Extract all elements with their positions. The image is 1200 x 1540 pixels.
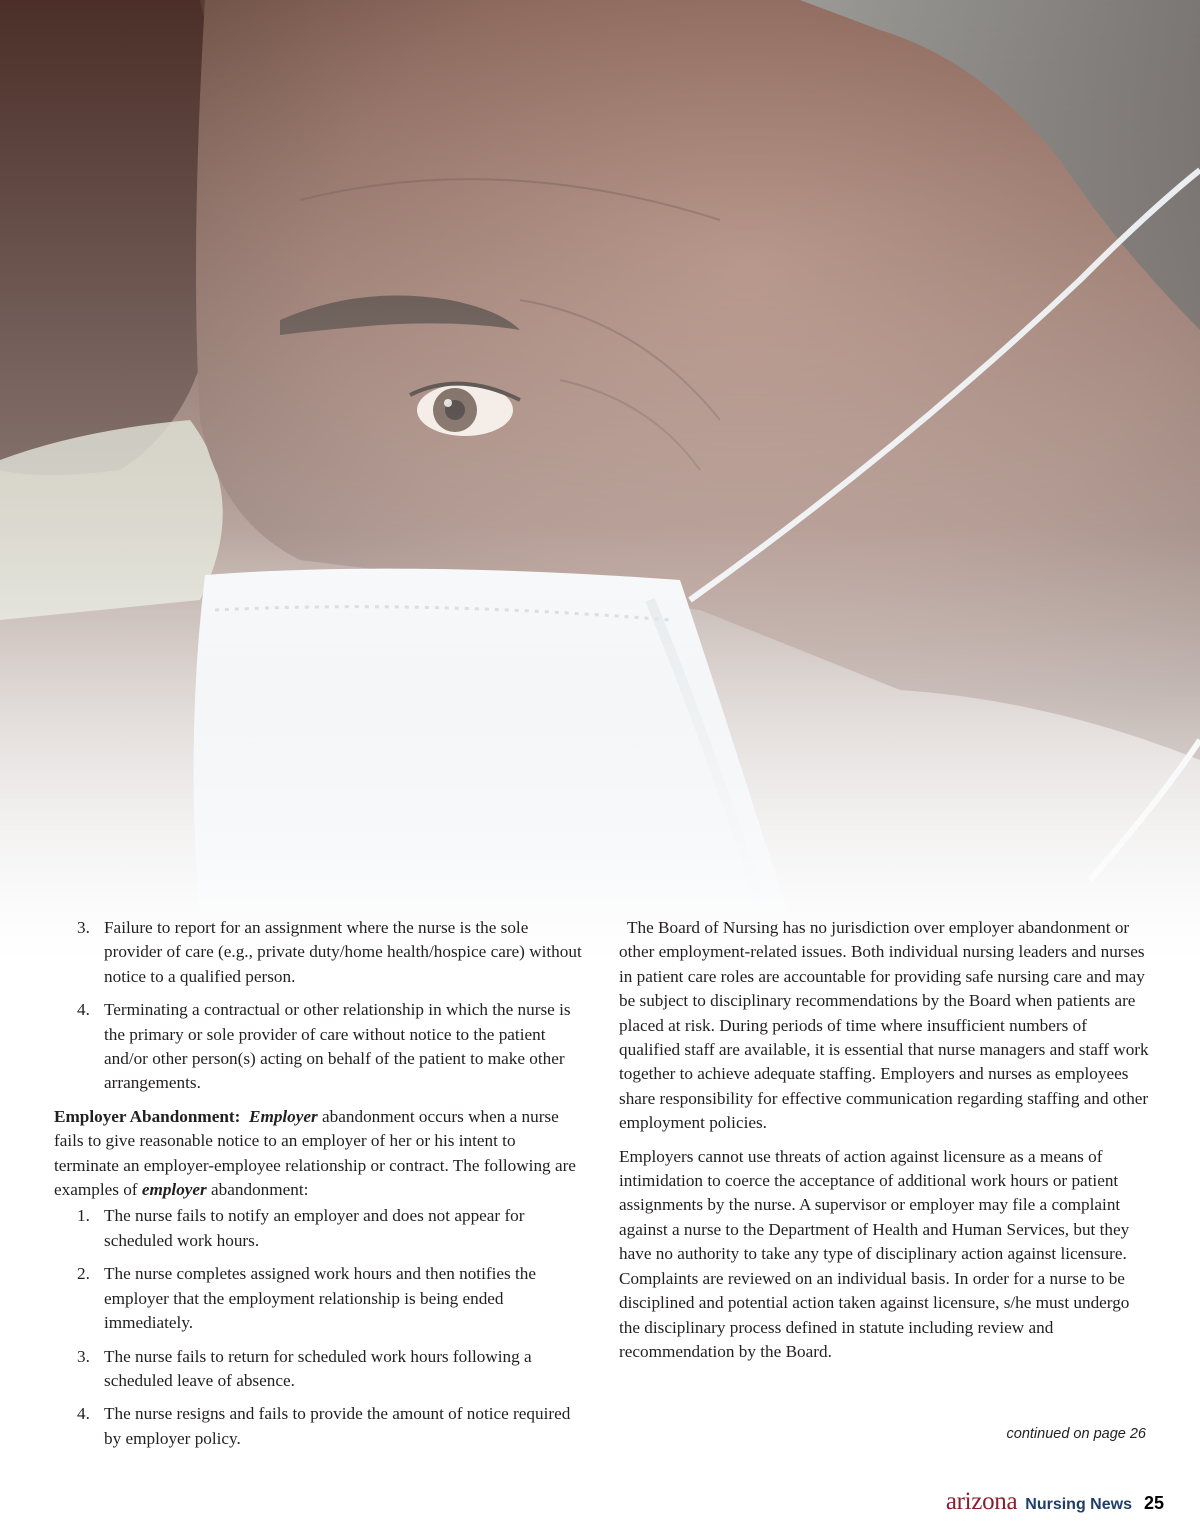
list-item — [54, 998, 582, 1096]
list-item-text: The nurse completes assigned work hours and then notifies the employer that the employment relationship is being ended immediately. — [104, 1264, 536, 1333]
list-number: 3. — [77, 918, 90, 937]
list-number: 3. — [77, 1346, 90, 1366]
list-number: 1. — [77, 1206, 90, 1226]
emphasis-employer: employer — [141, 1180, 207, 1200]
brand-logo-text: arizona — [945, 1488, 1018, 1515]
list-item — [54, 1204, 582, 1253]
list-item — [54, 1345, 582, 1394]
list-item-text: Failure to report for an assignment where the nurse is the sole provider of care (e.g., private duty/home health/hospice care) without notice to a qualified person. — [104, 918, 582, 986]
list-item-text: The nurse fails to notify an employer and does not appear for scheduled work hours. — [104, 1206, 525, 1250]
publication-name: Nursing News — [1025, 1496, 1132, 1513]
right-column — [619, 916, 1150, 1373]
list-item — [54, 916, 582, 989]
employer-abandonment-paragraph — [54, 1105, 582, 1203]
list-item — [54, 1402, 582, 1451]
licensure-threats-paragraph: Employers cannot use threats of action against licensure as a means of intimidation to coerce the acceptance of additional work hours or patient assignments by the nurse. A supervisor or employer may file a complaint against a nurse to the Department of Health and Human Services, but they have no authority to take any type of disciplinary action against licensure. Complaints are reviewed on an individual basis. In order for a nurse to be disciplined and potential action taken against licensure, s/he must undergo the disciplinary process defined in statute including review and recommendation by the Board. — [619, 1146, 1130, 1361]
list-item-text: The nurse resigns and fails to provide the amount of notice required by employer policy. — [104, 1404, 571, 1448]
list-number: 4. — [77, 1404, 90, 1424]
patient-abandonment-list — [54, 916, 582, 1096]
paragraph-text: abandonment: — [206, 1180, 309, 1200]
board-jurisdiction-paragraph: The Board of Nursing has no jurisdiction over employer abandonment or other employment-related issues. Both individual nursing leaders and nurses in patient care roles are accountable for providing safe nursing care and may be subject to disciplinary recommendations by the Board when patients are placed at risk. During periods of time where insufficient numbers of qualified staff are available, it is essential that nurse managers and staff work together to achieve adequate staffing. Employers and nurses as employees share responsibility for effective communication regarding staffing and other employment policies. — [619, 918, 1149, 1133]
list-item-text: Terminating a contractual or other relationship in which the nurse is the primary or sole provider of care without notice to the patient and/or other person(s) acting on behalf of the patient to make other arrangements. — [104, 1000, 571, 1093]
page-footer — [946, 1488, 1164, 1516]
section-heading: Employer Abandonment: — [54, 1106, 241, 1126]
emphasis-employer: Employer — [248, 1106, 318, 1126]
list-item-text: The nurse fails to return for scheduled work hours following a scheduled leave of absence. — [104, 1346, 532, 1390]
page-number: 25 — [1143, 1493, 1164, 1513]
list-number: 4. — [77, 1000, 90, 1020]
paragraph-text: abandonment occurs when a nurse fails to give reasonable notice to an employer of her or his intent to terminate an employer-employee relationship or contract. The following are examples of — [54, 1106, 576, 1200]
continued-note: continued on page 26 — [1006, 1426, 1146, 1442]
list-item — [54, 1262, 582, 1335]
employer-abandonment-list — [54, 1204, 582, 1451]
left-column — [54, 916, 582, 1460]
list-number: 2. — [77, 1264, 90, 1284]
